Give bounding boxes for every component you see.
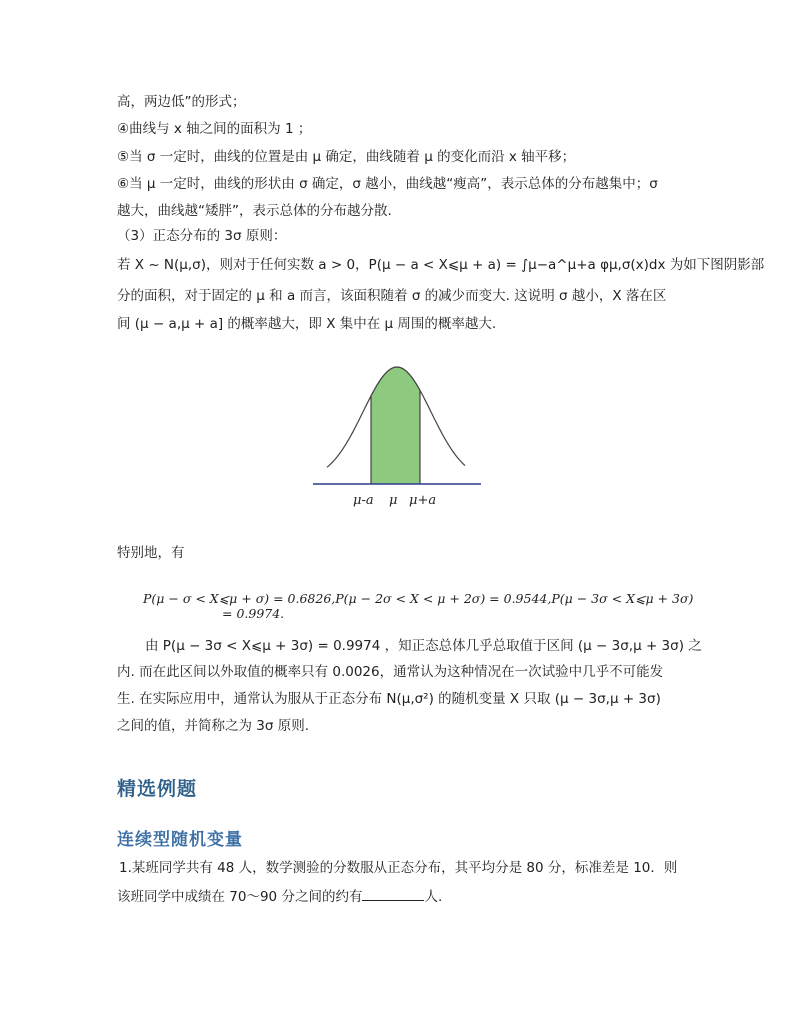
example-question-line2: [117, 886, 442, 907]
label-mu: μ: [389, 493, 398, 508]
shaded-area: [371, 367, 420, 484]
rule-paragraph-line1: 若 X ~ N(μ,σ)，则对于任何实数 a > 0，P(μ − a < X⩽μ + a) = ∫μ−a^μ+a φμ,σ(x)dx 为如下图阴影部: [117, 257, 765, 273]
probability-formula-line1: P(μ − σ < X⩽μ + σ) = 0.6826,P(μ − 2σ < X < μ + 2σ) = 0.9544,P(μ − 3σ < X⩽μ + 3σ): [143, 591, 694, 606]
section-subtitle: 连续型随机变量: [117, 830, 243, 850]
section-title: 精选例题: [117, 778, 198, 800]
property-4: ④曲线与 x 轴之间的面积为 1 ；: [117, 121, 312, 137]
probability-formula-line2: = 0.9974.: [222, 606, 285, 621]
answer-blank[interactable]: [362, 886, 424, 901]
label-mu-plus-a: μ+a: [409, 493, 437, 508]
explanation-line4: 之间的值，并简称之为 3σ 原则.: [117, 718, 310, 734]
explanation-line3: 生. 在实际应用中，通常认为服从于正态分布 N(μ,σ²) 的随机变量 X 只取 (μ − 3σ,μ + 3σ): [117, 691, 661, 707]
rule-paragraph-line3: 间 (μ − a,μ + a] 的概率越大，即 X 集中在 μ 周围的概率越大.: [117, 316, 497, 332]
example-question-tail: 人.: [424, 889, 443, 905]
property-6-line2: 越大，曲线越“矮胖”，表示总体的分布越分散.: [117, 203, 392, 219]
special-intro: 特别地，有: [117, 545, 185, 561]
example-question-line1: 1.某班同学共有 48 人，数学测验的分数服从正态分布，其平均分是 80 分，标准差是 10．则: [119, 860, 678, 876]
explanation-line2: 内. 而在此区间以外取值的概率只有 0.0026，通常认为这种情况在一次试验中几乎不可能发: [117, 664, 664, 680]
property-5: ⑤当 σ 一定时，曲线的位置是由 μ 确定，曲线随着 μ 的变化而沿 x 轴平移；: [117, 149, 576, 165]
property-6-line1: ⑥当 μ 一定时，曲线的形状由 σ 确定，σ 越小，曲线越“瘦高”，表示总体的分布越集中；σ: [117, 176, 658, 192]
property-3-tail: 高，两边低”的形式；: [117, 94, 246, 110]
rule-paragraph-line2: 分的面积，对于固定的 μ 和 a 而言，该面积随着 σ 的减少而变大. 这说明 σ 越小，X 落在区: [117, 288, 667, 304]
normal-curve-figure: [305, 355, 490, 515]
explanation-line1: 由 P(μ − 3σ < X⩽μ + 3σ) = 0.9974 ，知正态总体几乎总取值于区间 (μ − 3σ,μ + 3σ) 之: [145, 638, 702, 654]
label-mu-minus-a: μ-a: [353, 493, 374, 508]
three-sigma-heading: （3）正态分布的 3σ 原则：: [117, 228, 287, 244]
example-question-text: 该班同学中成绩在 70～90 分之间的约有: [117, 889, 363, 905]
